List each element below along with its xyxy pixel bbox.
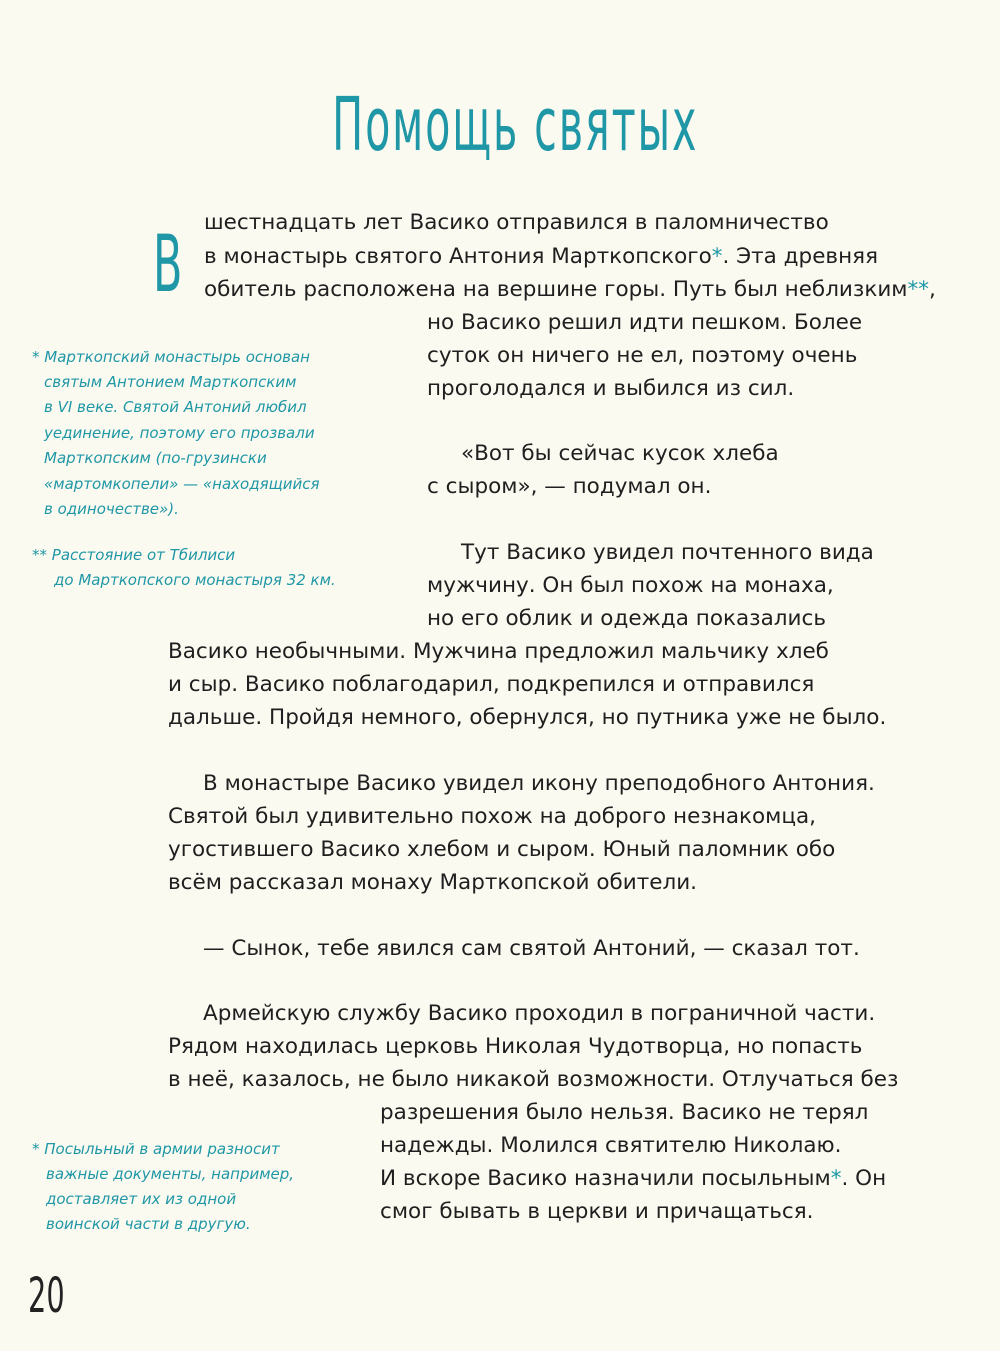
footnote-line: «мартомкопели» — «находящийся [44, 475, 320, 493]
text-line: разрешения было нельзя. Васико не терял [380, 1100, 869, 1125]
text-line: «Вот бы сейчас кусок хлеба [461, 441, 779, 466]
footnote-line: уединение, поэтому его прозвали [44, 424, 315, 442]
footnote-marker: ** [907, 277, 930, 302]
footnote-line: важные документы, например, [46, 1165, 295, 1183]
text-line: угостившего Васико хлебом и сыром. Юный паломник обо [168, 837, 836, 862]
text-line: с сыром», — подумал он. [427, 474, 712, 499]
footnote-marker: * [711, 244, 723, 269]
drop-cap: В [153, 220, 183, 310]
text-line: смог бывать в церкви и причащаться. [380, 1199, 814, 1224]
text-line: Армейскую службу Васико проходил в пограничной части. [203, 1001, 876, 1026]
text-line: но его облик и одежда показались [427, 606, 826, 631]
footnote-line: воинской части в другую. [46, 1215, 251, 1233]
text-line: мужчину. Он был похож на монаха, [427, 573, 834, 598]
chapter-title: Помощь святых [332, 82, 699, 168]
footnote-line: * Посыльный в армии разносит [32, 1140, 280, 1158]
footnote-line: до Марткопского монастыря 32 км. [54, 571, 336, 589]
footnote-line: в VI веке. Святой Антоний любил [44, 398, 307, 416]
text-line: шестнадцать лет Васико отправился в паломничество [204, 210, 829, 235]
footnote-line: в одиночестве»). [44, 500, 179, 518]
text-line: И вскоре Васико назначили посыльным*. Он [380, 1166, 887, 1191]
text-line: надежды. Молился святителю Николаю. [380, 1133, 842, 1158]
text-line: всём рассказал монаху Марткопской обители. [168, 870, 698, 895]
footnote-marker: * [830, 1166, 842, 1191]
text-line: в неё, казалось, не было никакой возможности. Отлучаться без [168, 1067, 899, 1092]
text-line: проголодался и выбился из сил. [427, 376, 795, 401]
text-line: Тут Васико увидел почтенного вида [461, 540, 874, 565]
footnote-line: святым Антонием Марткопским [44, 373, 297, 391]
footnote-line: ** Расстояние от Тбилиси [32, 546, 236, 564]
text-line: дальше. Пройдя немного, обернулся, но путника уже не было. [168, 705, 887, 730]
text-line: но Васико решил идти пешком. Более [427, 310, 863, 335]
text-line: Святой был удивительно похож на доброго незнакомца, [168, 804, 817, 829]
footnote-line: * Марткопский монастырь основан [32, 348, 310, 366]
text-line: суток он ничего не ел, поэтому очень [427, 343, 858, 368]
text-line: Рядом находилась церковь Николая Чудотворца, но попасть [168, 1034, 863, 1059]
footnote-line: доставляет их из одной [46, 1190, 237, 1208]
text-line: в монастырь святого Антония Марткопского*. Эта древняя [204, 244, 879, 269]
footnote-line: Марткопским (по-грузински [44, 449, 267, 467]
text-line: обитель расположена на вершине горы. Путь был неблизким**, [204, 277, 936, 302]
text-line: и сыр. Васико поблагодарил, подкрепился и отправился [168, 672, 815, 697]
page-number: 20 [28, 1268, 65, 1324]
text-line: Васико необычными. Мужчина предложил мальчику хлеб [168, 639, 829, 664]
text-line: — Сынок, тебе явился сам святой Антоний, — сказал тот. [203, 936, 860, 961]
text-line: В монастыре Васико увидел икону преподобного Антония. [203, 771, 875, 796]
